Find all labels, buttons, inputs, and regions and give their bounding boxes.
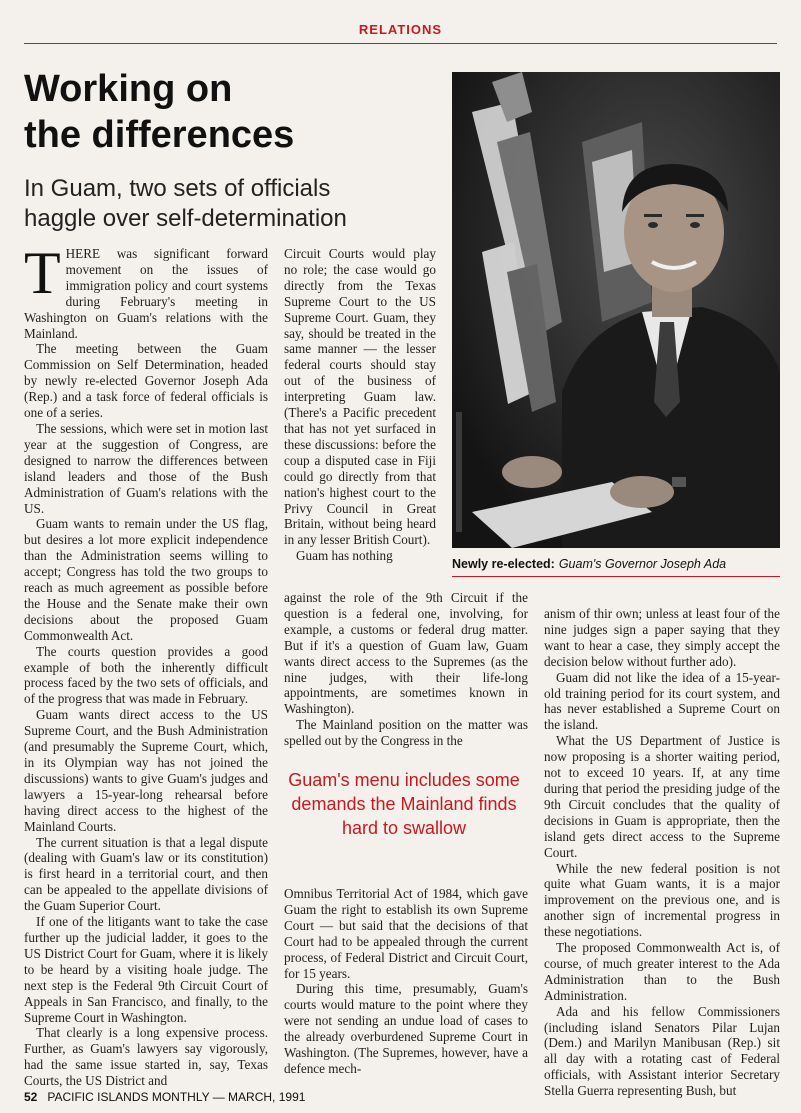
article-paragraph: against the role of the 9th Circuit if the question is a federal one, involving, for example, a customs or federal drug matter. But if it's a question of Guam law, Guam wants direct access to the Supremes (as the nine judges, with their life-long appointments, are sometimes known in Washington). [284,590,528,717]
article-paragraph: The current situation is that a legal dispute (dealing with Guam's law or its constitution) is first heard in a territorial court, and then can be appealed to the appellate divisions of the Guam Superior Court. [24,834,268,914]
article-paragraph: The Mainland position on the matter was spelled out by the Congress in the [284,717,528,749]
article-paragraph: The sessions, which were set in motion last year at the suggestion of Congress, are designed to narrow the differences between island leaders and those of the Bush Administration of Guam's relations with the US. [24,420,268,516]
governor-portrait-photo [452,72,780,548]
section-label: RELATIONS [358,22,443,37]
page-number: 52 [24,1090,38,1104]
paragraph-text: HERE was significant forward movement on the issues of immigration policy and court systems during February's meeting in Washington on Guam's relations with the Mainland. [24,246,268,341]
article-paragraph: If one of the litigants want to take the case further up the judicial ladder, it goes to the US District Court for Guam, where it is likely to be heard by a visiting hoale judge. The next step is the Federal 9th Circuit Court of Appeals in San Francisco, and finally, to the Supreme Court in Washington. [24,914,268,1025]
publication-line: PACIFIC ISLANDS MONTHLY — MARCH, 1991 [47,1090,306,1104]
portrait-illustration [452,72,780,548]
article-column-1 [24,240,268,1089]
article-paragraph: Omnibus Territorial Act of 1984, which gave Guam the right to establish its own Supreme Court — but said that the decisions of that Court had to be appealed through the current process, of Federal District and Circuit Court, for 15 years. [284,886,528,981]
article-paragraph: Guam wants to remain under the US flag, but desires a lot more explicit independence than the Administration seems willing to accept; Congress has told the two groups to reach as much agreement as possible before the House and the Senate make their own decisions about the proposed Guam Commonwealth Act. [24,516,268,643]
article-paragraph: While the new federal position is not quite what Guam wants, it is a major improvement on the previous one, and is another sign of incremental progress in these negotiations. [544,860,780,940]
caption-lead: Newly re-elected: [452,557,555,571]
article-paragraph: anism of thir own; unless at least four of the nine judges sign a paper saying that they want to hear a case, they simply accept the decision below without further ado). [544,606,780,669]
headline-line-1: Working on [24,68,233,110]
pull-quote: Guam's menu includes some demands the Mainland finds hard to swallow [288,770,520,838]
article-column-2-bottom [284,886,528,1077]
subheadline-line-2: haggle over self-determination [24,205,347,232]
article-paragraph: Guam did not like the idea of a 15-year-old training period for its court system, and has never established a Supreme Court on the island. [544,669,780,733]
caption-text: Guam's Governor Joseph Ada [558,557,727,571]
article-paragraph: The proposed Commonwealth Act is, of course, of much greater interest to the Ada Administration than to the Bush Administration. [544,940,780,1003]
article-paragraph [24,240,268,341]
subheadline-line-1: In Guam, two sets of officials [24,175,331,202]
article-column-2-middle [284,590,528,749]
subheadline [24,174,444,234]
caption-rule [452,576,780,577]
headline-line-2: the differences [24,114,295,156]
page-footer [24,1090,305,1104]
article-paragraph: That clearly is a long expensive process. Further, as Guam's lawyers say vigorously, had the same issue started in, say, Texas Courts, the US District and [24,1025,268,1089]
article-paragraph: Guam wants direct access to the US Supreme Court, and the Bush Administration (and presumably the Supreme Court, which, in its Olympian way has not joined the discussions) wants to give Guam's judges and lawyers a 15-year-long rehearsal before having direct access to the highest of the Mainland Courts. [24,707,268,834]
article-paragraph: Guam has nothing [296,548,393,564]
drop-cap: T [24,240,61,306]
article-column-3 [544,606,780,1099]
article-paragraph: Ada and his fellow Commissioners (including island Senators Pilar Lujan (Dem.) and Marilyn Manibusan (Rep.) sit all day with a rotating cast of Federal officials, with Assistant interior Secretary Stella Guerra representing Bush, but [544,1003,780,1099]
article-paragraph: Circuit Courts would play no role; the case would go directly from the Texas Supreme Court to the US Supreme Court. Guam, they say, should be treated in the same manner — the lesser federal courts should stay out of the business of interpreting Guam law. (There's a Pacific precedent that has not yet surfaced in these discussions: before the coup a disputed case in Fiji could go directly from that nation's highest court to the Privy Council in Great Britain, without being heard in any lesser British Court). [284,246,436,548]
section-rule [24,43,777,44]
article-paragraph: What the US Department of Justice is now proposing is a shorter waiting period, not to exceed 10 years. If, at any time during that period the presiding judge of the 9th Circuit concludes that the quality of decisions in Guam is appropriate, then the island gets direct access to the Supreme Court. [544,733,780,860]
article-column-2-top [284,246,436,564]
headline [24,66,444,158]
article-paragraph: The meeting between the Guam Commission on Self Determination, headed by newly re-elected Governor Joseph Ada (Rep.) and a task force of federal officials is one of a series. [24,341,268,421]
article-paragraph: The courts question provides a good example of both the inherently difficult process faced by the two sets of officials, and of the progress that was made in February. [24,643,268,707]
article-paragraph: During this time, presumably, Guam's courts would mature to the point where they were not sending an undue load of cases to the already overburdened Supreme Court in Washington. (The Supremes, however, have a defence mech- [284,981,528,1076]
photo-caption [452,557,780,571]
